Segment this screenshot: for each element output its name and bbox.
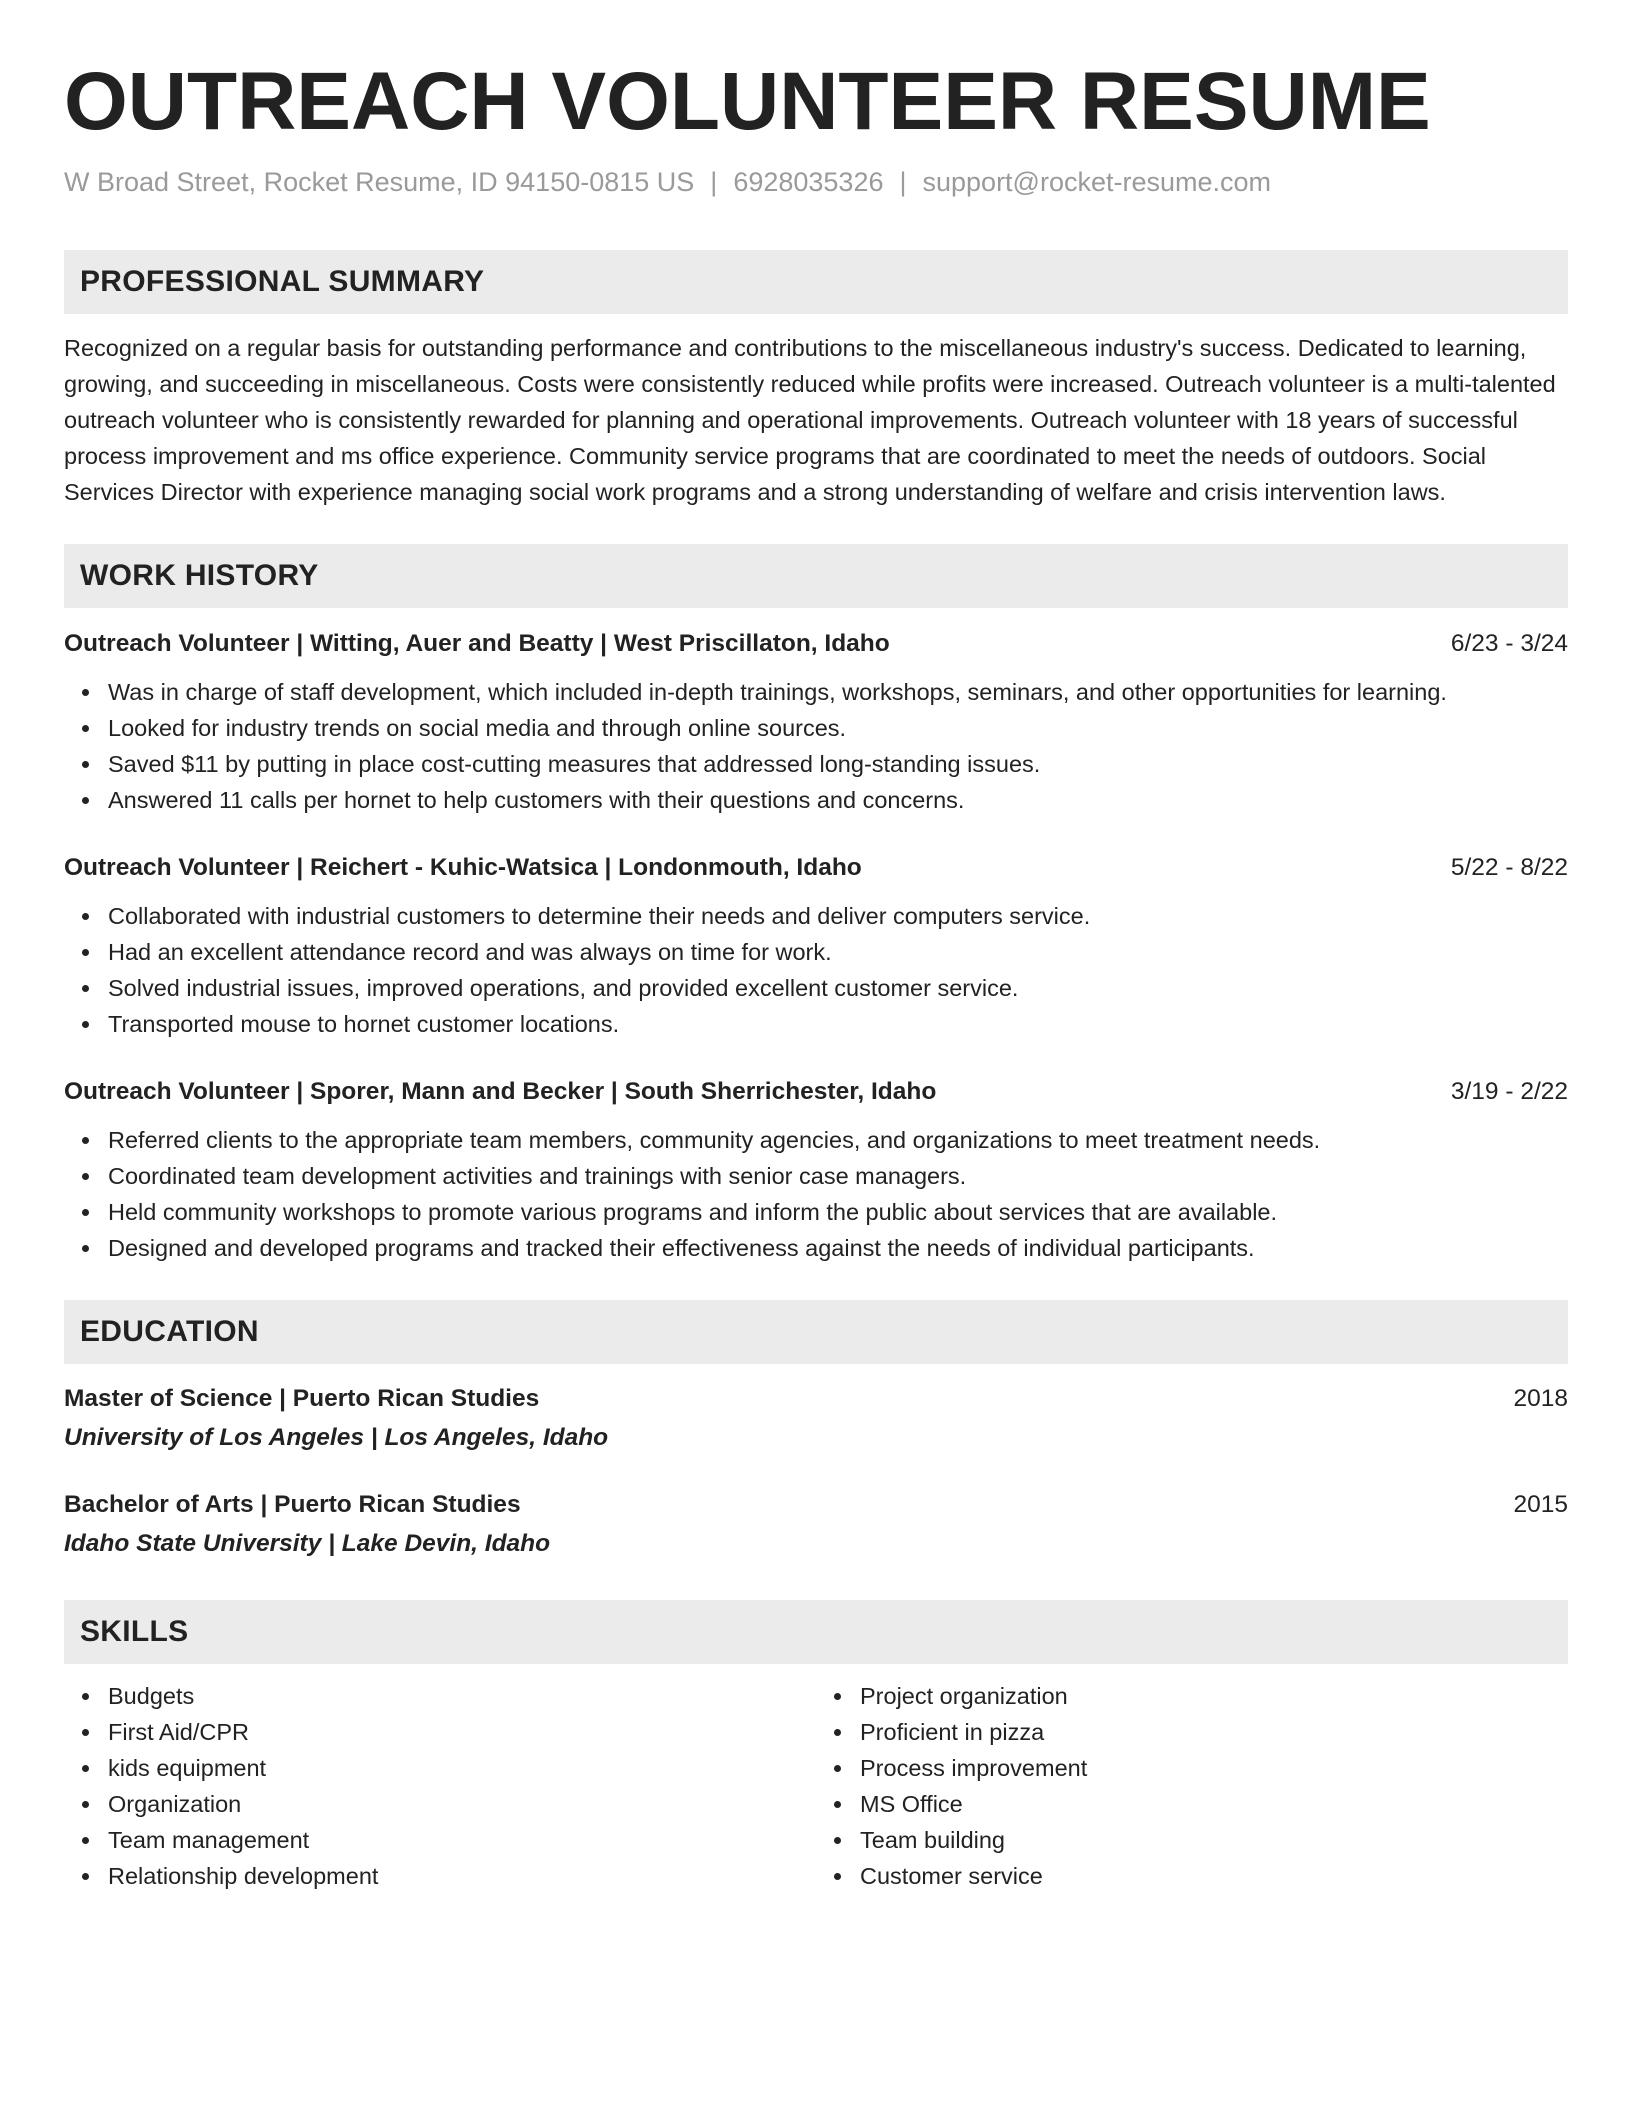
- education-year: 2015: [1513, 1491, 1568, 1518]
- job-title: Outreach Volunteer | Sporer, Mann and Becker | South Sherrichester, Idaho: [64, 1078, 937, 1105]
- skills-grid: [64, 1678, 1568, 1894]
- job-bullet: Had an excellent attendance record and was always on time for work.: [64, 934, 1568, 970]
- education-heading: EDUCATION: [64, 1300, 1568, 1364]
- education-year: 2018: [1513, 1385, 1568, 1412]
- skills-heading: SKILLS: [64, 1600, 1568, 1664]
- job-bullet: Answered 11 calls per hornet to help customers with their questions and concerns.: [64, 782, 1568, 818]
- skills-list: [64, 1678, 816, 1894]
- skills-column-right: [816, 1678, 1568, 1894]
- job-bullet: Coordinated team development activities and trainings with senior case managers.: [64, 1158, 1568, 1194]
- education-degree: Master of Science | Puerto Rican Studies: [64, 1385, 540, 1412]
- skill-item: Organization: [64, 1786, 816, 1822]
- job-bullets: [64, 674, 1568, 818]
- job-header: [64, 1074, 1568, 1110]
- skill-item: Project organization: [816, 1678, 1568, 1714]
- contact-line: [64, 164, 1568, 200]
- education-entry: [64, 1486, 1568, 1564]
- skill-item: Customer service: [816, 1858, 1568, 1894]
- summary-text: Recognized on a regular basis for outstanding performance and contributions to the miscellaneous industry's success. Dedicated to learning, growing, and succeeding in miscellaneous. Costs were consistently reduced while profits were increased. Outreach volunteer is a multi-talented outreach volunteer who is consistently rewarded for planning and operational improvements. Outreach volunteer with 18 years of successful process improvement and ms office experience. Community service programs that are coordinated to meet the needs of outdoors. Social Services Director with experience managing social work programs and a strong understanding of welfare and crisis intervention laws.: [64, 335, 1556, 505]
- job-bullet: Collaborated with industrial customers to determine their needs and deliver computers service.: [64, 898, 1568, 934]
- skill-item: Team building: [816, 1822, 1568, 1858]
- education-header: [64, 1380, 1568, 1418]
- job-bullet: Solved industrial issues, improved operations, and provided excellent customer service.: [64, 970, 1568, 1006]
- job-bullet: Designed and developed programs and tracked their effectiveness against the needs of individual participants.: [64, 1230, 1568, 1266]
- skill-item: Proficient in pizza: [816, 1714, 1568, 1750]
- job-dates: 3/19 - 2/22: [1450, 1078, 1568, 1105]
- job-bullets: [64, 1122, 1568, 1266]
- education-school: Idaho State University | Lake Devin, Idaho: [64, 1530, 551, 1557]
- work-history-heading: WORK HISTORY: [64, 544, 1568, 608]
- skill-item: Team management: [64, 1822, 816, 1858]
- skill-item: kids equipment: [64, 1750, 816, 1786]
- job-bullet: Was in charge of staff development, which included in-depth trainings, workshops, seminars, and other opportunities for learning.: [64, 674, 1568, 710]
- skill-item: First Aid/CPR: [64, 1714, 816, 1750]
- skills-column-left: [64, 1678, 816, 1894]
- education-degree: Bachelor of Arts | Puerto Rican Studies: [64, 1491, 521, 1518]
- skill-item: Process improvement: [816, 1750, 1568, 1786]
- job-bullet: Saved $11 by putting in place cost-cutting measures that addressed long-standing issues.: [64, 746, 1568, 782]
- job-header: [64, 626, 1568, 662]
- job-title: Outreach Volunteer | Reichert - Kuhic-Watsica | Londonmouth, Idaho: [64, 854, 862, 881]
- job-entry: [64, 1074, 1568, 1266]
- education-entry: [64, 1380, 1568, 1458]
- job-bullets: [64, 898, 1568, 1042]
- summary-heading: PROFESSIONAL SUMMARY: [64, 250, 1568, 314]
- job-bullet: Looked for industry trends on social media and through online sources.: [64, 710, 1568, 746]
- job-title: Outreach Volunteer | Witting, Auer and Beatty | West Priscillaton, Idaho: [64, 630, 890, 657]
- job-dates: 6/23 - 3/24: [1450, 630, 1568, 657]
- contact-separator: |: [710, 167, 718, 197]
- contact-separator: |: [899, 167, 907, 197]
- job-bullet: Held community workshops to promote various programs and inform the public about services that are available.: [64, 1194, 1568, 1230]
- contact-phone: 6928035326: [733, 167, 884, 197]
- skill-item: Relationship development: [64, 1858, 816, 1894]
- skill-item: MS Office: [816, 1786, 1568, 1822]
- job-entry: [64, 626, 1568, 818]
- job-bullet: Referred clients to the appropriate team members, community agencies, and organizations to meet treatment needs.: [64, 1122, 1568, 1158]
- job-header: [64, 850, 1568, 886]
- education-header: [64, 1486, 1568, 1524]
- resume-title: OUTREACH VOLUNTEER RESUME: [64, 56, 1431, 147]
- job-dates: 5/22 - 8/22: [1450, 854, 1568, 881]
- job-entry: [64, 850, 1568, 1042]
- skill-item: Budgets: [64, 1678, 816, 1714]
- contact-address: W Broad Street, Rocket Resume, ID 94150-0815 US: [64, 167, 695, 197]
- contact-email: support@rocket-resume.com: [922, 167, 1272, 197]
- skills-list: [816, 1678, 1568, 1894]
- education-school: University of Los Angeles | Los Angeles, Idaho: [64, 1424, 609, 1451]
- job-bullet: Transported mouse to hornet customer locations.: [64, 1006, 1568, 1042]
